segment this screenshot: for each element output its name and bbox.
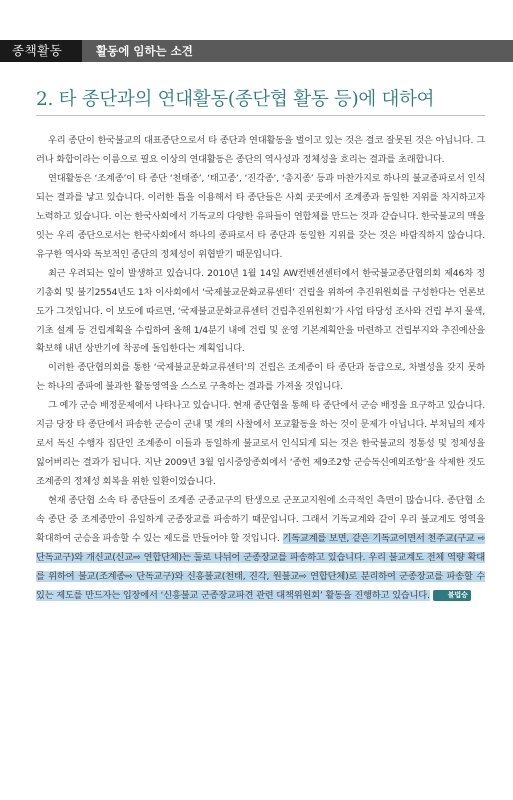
document-title: 2. 타 종단과의 연대활동(종단협 활동 등)에 대하여	[36, 89, 435, 110]
paragraph-6	[36, 492, 485, 606]
section-title: 활동에 임하는 소견	[96, 44, 193, 58]
paragraph-4: 이러한 종단협의회를 통한 ‘국제불교문화교류센터’의 건립은 조계종이 타 종단과 동급으로, 차별성을 갖지 못하는 하나의 종파에 불과한 활동영역을 스스로 구축하는 결과를 가져올 것입니다.	[36, 362, 485, 393]
page-header	[0, 0, 513, 62]
section-badge: 종책활동	[0, 40, 82, 62]
paragraph-6-plain: 현재 종단협 소속 타 종단들이 조계종 군종교구의 탄생으로 군포교지원에 소극적인 측면이 많습니다. 종단협 소속 종단 중 조계종만이 유일하게 군종장교를 파송하기 때문입니다. 그래서 기독교계와 같이 우리 불교계도 영역을 확대하여 군승을 파송할 수 있는 제도를 만들어야 할 것입니다.	[36, 495, 485, 545]
body-text	[36, 132, 485, 606]
paragraph-2: 연대활동은 ‘조계종’이 타 종단 ‘천태종’, ‘태고종’, ‘진각종’, ‘총지종’ 등과 마찬가지로 하나의 불교종파로서 인식되는 결과를 낳고 있습니다. 이러한 틈을 이용해서 타 종단들은 사회 곳곳에서 조계종과 동일한 지위를 차지하고자 노력하고 있습니다. 이는 한국사회에서 기독교의 다양한 유파들이 연합체를 만드는 것과 같습니다. 한국불교의 맥을 잇는 우리 종단으로서는 한국사회에서 하나의 종파로서 타 종단과 동일한 지위를 갖는 것은 바람직하지 않습니다. 유구한 역사와 독보적인 종단의 정체성이 위협받기 때문입니다.	[36, 172, 485, 260]
end-mark-badge: 불법승	[433, 590, 471, 601]
paragraph-3: 최근 우려되는 일이 발생하고 있습니다. 2010년 1월 14일 AW컨벤션센터에서 한국불교종단협의회 제46차 정기총회 및 불기2554년도 1차 이사회에서 ‘국제불교문화교류센터’ 건립을 위하여 추진위원회를 구성한다는 언론보도가 그것입니다. 이 보도에 따르면, ‘국제불교문화교류센터 건립추진위원회’가 사업 타당성 조사와 건립 부지 물색, 기초 설계 등 건립계획을 수립하여 올해 1/4분기 내에 건립 및 운영 기본계획안을 마련하고 건립부지와 추진예산을 확보해 내년 상반기에 착공에 돌입한다는 계획입니다.	[36, 267, 485, 355]
paragraph-1: 우리 종단이 한국불교의 대표종단으로서 타 종단과 연대활동을 벌이고 있는 것은 결코 잘못된 것은 아닙니다. 그러나 화합이라는 이름으로 필요 이상의 연대활동은 종단의 역사성과 정체성을 흐리는 결과를 초래합니다.	[36, 135, 485, 165]
title-divider	[36, 115, 485, 116]
highlighted-text: 기독교계를 보면, 같은 기독교이면서 천주교(구교 ⇨ 단독교구)와 개신교(신교⇨ 연합단체)는 둘로 나뉘어 군종장교를 파송하고 있습니다. 우리 불교계도 전체 역량 확대를 위하여 불교(조계종⇨ 단독교구)와 신흥불교(천태, 진각, 원불교⇨ 연합단체)로 분리하여 군종장교를 파송할 수 있는 제도를 만드자는 입장에서 ‘신흥불교 군종장교파견 관련 대책위원회’ 활동을 진행하고 있습니다.	[36, 533, 485, 601]
paragraph-5: 그 예가 군승 배정문제에서 나타나고 있습니다. 현재 종단협을 통해 타 종단에서 군승 배정을 요구하고 있습니다. 지금 당장 타 종단에서 파송한 군승이 군내 몇 개의 사찰에서 포교활동을 하는 것이 문제가 아닙니다. 부처님의 제자로서 독신 수행자 집단인 조계종이 이들과 동일하게 불교로서 인식되게 되는 것은 한국불교의 정통성 및 정체성을 잃어버리는 결과가 됩니다. 지난 2009년 3월 임시중앙종회에서 ‘종헌 제9조2항 군승독신예외조항’을 삭제한 것도 조계종의 정체성 회복을 위한 일환이었습니다.	[36, 400, 485, 488]
